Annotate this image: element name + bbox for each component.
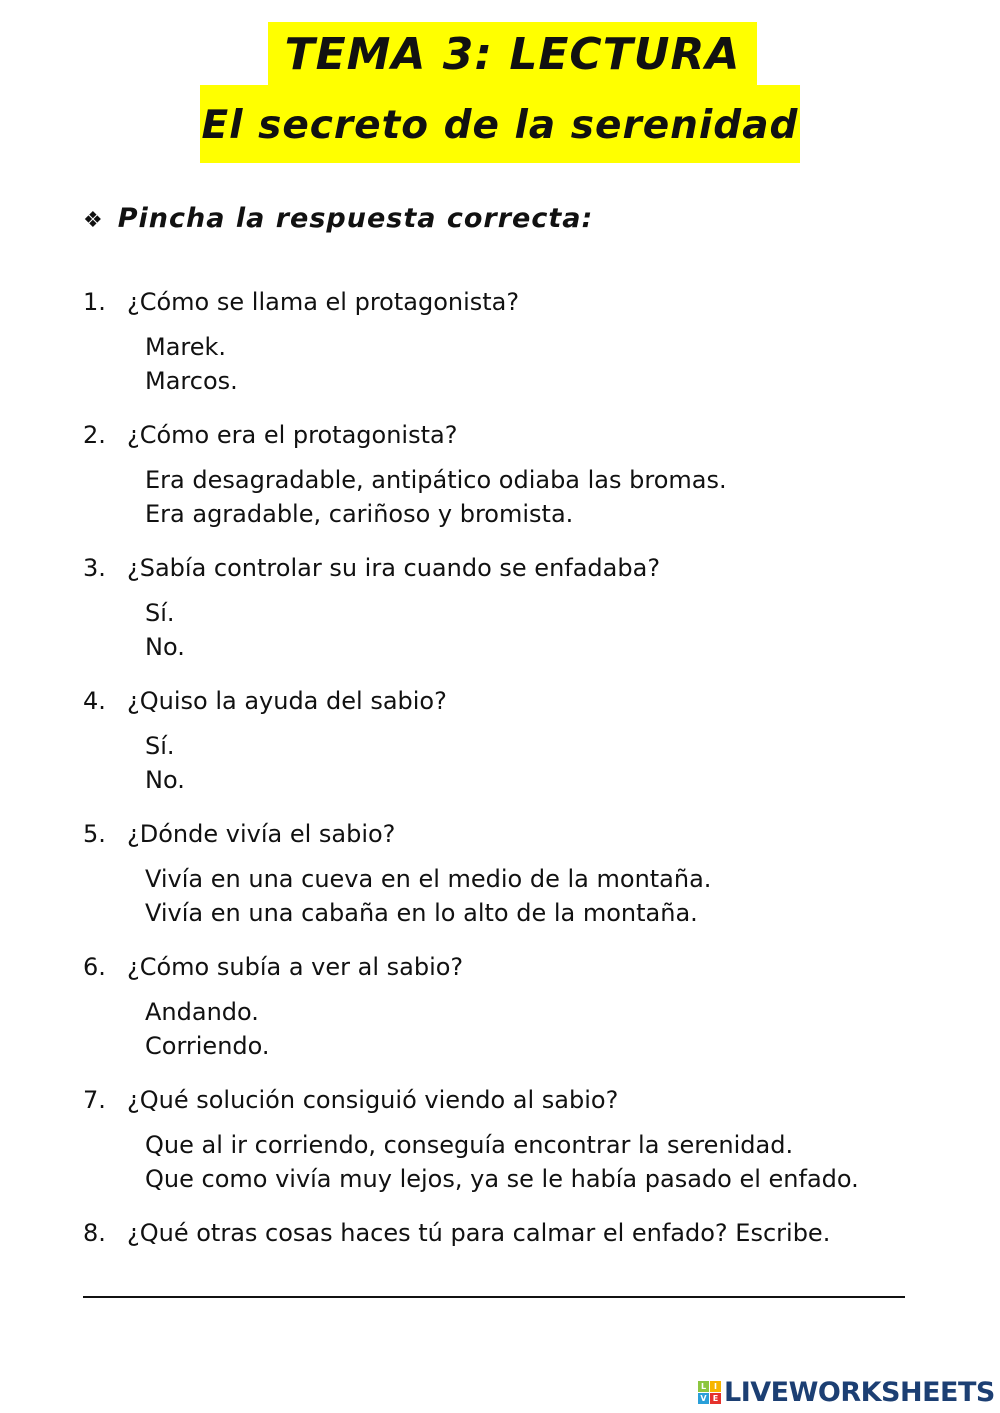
instruction	[83, 203, 593, 234]
answer-option[interactable]: Sí.	[145, 599, 175, 627]
question-5	[83, 817, 963, 950]
question-line	[83, 1216, 963, 1250]
liveworksheets-logo	[698, 1377, 995, 1408]
question-number: 4.	[83, 687, 106, 715]
question-number: 1.	[83, 288, 106, 316]
question-1	[83, 285, 963, 418]
answer-option[interactable]: Que como vivía muy lejos, ya se le había pasado el enfado.	[145, 1165, 859, 1193]
question-number: 8.	[83, 1219, 106, 1247]
question-line	[83, 684, 963, 718]
logo-cube: L	[698, 1381, 709, 1392]
title-line-1: TEMA 3: LECTURA	[268, 22, 757, 85]
question-number: 7.	[83, 1086, 106, 1114]
question-8	[83, 1216, 963, 1349]
question-3	[83, 551, 963, 684]
question-line	[83, 817, 963, 851]
question-list	[83, 285, 963, 1349]
question-number: 2.	[83, 421, 106, 449]
logo-cube: E	[710, 1393, 721, 1404]
answer-option[interactable]: No.	[145, 633, 185, 661]
logo-cubes-icon	[698, 1381, 721, 1404]
answer-option[interactable]: Era agradable, cariñoso y bromista.	[145, 500, 574, 528]
question-line	[83, 551, 963, 585]
answer-option[interactable]: No.	[145, 766, 185, 794]
answer-option[interactable]: Andando.	[145, 998, 259, 1026]
options	[83, 1128, 963, 1196]
question-text: ¿Qué solución consiguió viendo al sabio?	[127, 1086, 619, 1114]
answer-option[interactable]: Vivía en una cabaña en lo alto de la montaña.	[145, 899, 698, 927]
question-text: ¿Dónde vivía el sabio?	[127, 820, 396, 848]
question-2	[83, 418, 963, 551]
answer-option[interactable]: Que al ir corriendo, conseguía encontrar la serenidad.	[145, 1131, 794, 1159]
answer-option[interactable]: Corriendo.	[145, 1032, 270, 1060]
title-line-2: El secreto de la serenidad	[200, 85, 800, 163]
question-text: ¿Sabía controlar su ira cuando se enfadaba?	[127, 554, 661, 582]
options	[83, 463, 963, 531]
logo-cube: V	[698, 1393, 709, 1404]
question-number: 6.	[83, 953, 106, 981]
question-line	[83, 418, 963, 452]
diamond-bullet-icon: ❖	[83, 208, 104, 233]
question-text: ¿Cómo se llama el protagonista?	[127, 288, 520, 316]
answer-line-q8[interactable]	[83, 1296, 905, 1298]
question-line	[83, 950, 963, 984]
answer-option[interactable]: Era desagradable, antipático odiaba las bromas.	[145, 466, 727, 494]
question-line	[83, 1083, 963, 1117]
question-text: ¿Quiso la ayuda del sabio?	[127, 687, 447, 715]
question-line	[83, 285, 963, 319]
answer-option[interactable]: Marek.	[145, 333, 227, 361]
options	[83, 862, 963, 930]
answer-option[interactable]: Marcos.	[145, 367, 238, 395]
question-number: 3.	[83, 554, 106, 582]
question-text: ¿Cómo era el protagonista?	[127, 421, 458, 449]
options	[83, 995, 963, 1063]
question-text: ¿Cómo subía a ver al sabio?	[127, 953, 464, 981]
answer-option[interactable]: Vivía en una cueva en el medio de la montaña.	[145, 865, 712, 893]
options	[83, 330, 963, 398]
question-7	[83, 1083, 963, 1216]
logo-text: LIVEWORKSHEETS	[724, 1377, 995, 1408]
instruction-text: Pincha la respuesta correcta:	[117, 203, 594, 234]
question-text: ¿Qué otras cosas haces tú para calmar el enfado? Escribe.	[127, 1219, 831, 1247]
logo-cube: I	[710, 1381, 721, 1392]
options	[83, 729, 963, 797]
options	[83, 596, 963, 664]
answer-option[interactable]: Sí.	[145, 732, 175, 760]
question-number: 5.	[83, 820, 106, 848]
question-4	[83, 684, 963, 817]
question-6	[83, 950, 963, 1083]
